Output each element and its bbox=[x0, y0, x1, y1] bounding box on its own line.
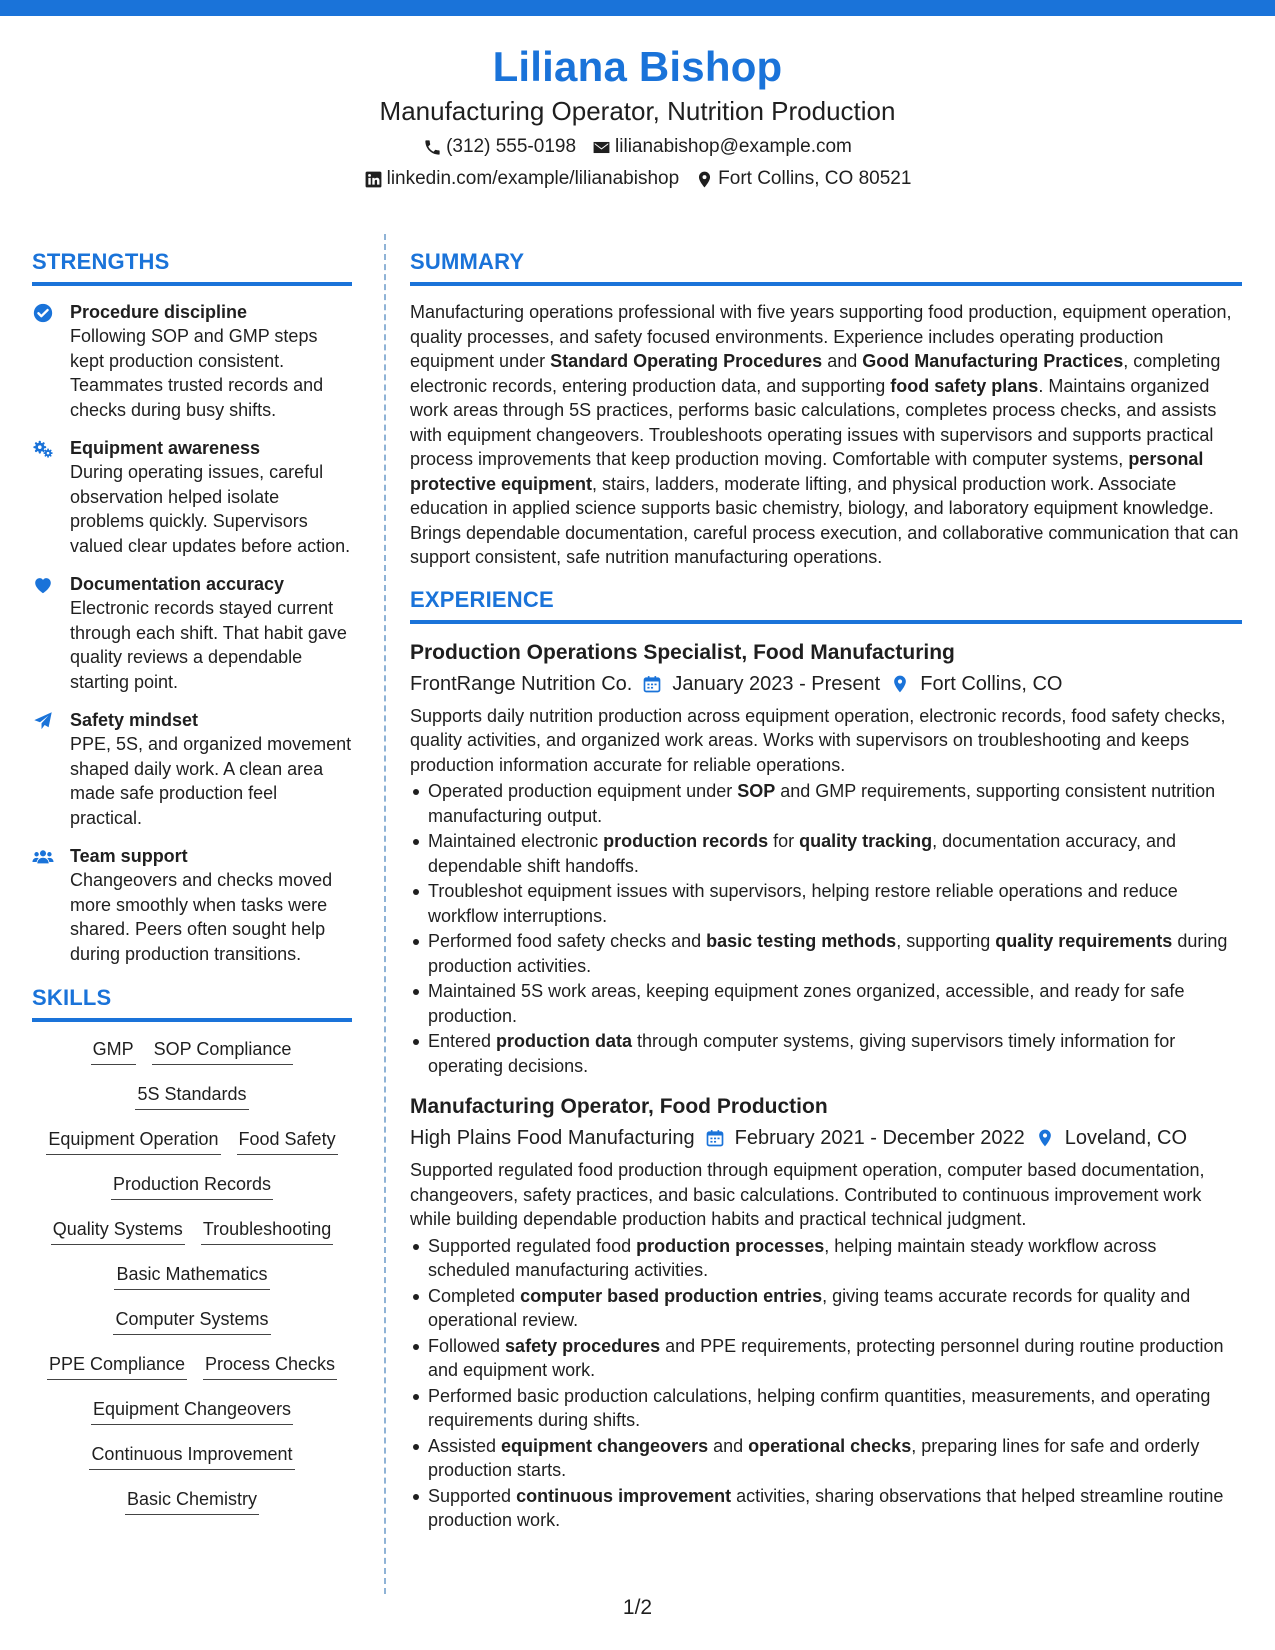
contact-row-1 bbox=[0, 132, 1275, 162]
strength-title: Safety mindset bbox=[70, 710, 199, 730]
bullet-item: Supported regulated food production processes, helping maintain steady workflow across scheduled manufacturing activities. bbox=[410, 1234, 1242, 1283]
strengths-heading: STRENGTHS bbox=[32, 246, 352, 286]
summary-heading: SUMMARY bbox=[410, 246, 1242, 286]
envelope-icon bbox=[592, 138, 611, 157]
job-location: Fort Collins, CO bbox=[920, 672, 1063, 695]
right-column bbox=[410, 246, 1242, 1547]
map-pin-icon bbox=[890, 674, 910, 694]
skill-tag: 5S Standards bbox=[135, 1081, 248, 1110]
bullet-item: Troubleshot equipment issues with supervisors, helping restore reliable operations and reduce workflow interruptions. bbox=[410, 879, 1242, 928]
job-description: Supported regulated food production through equipment operation, computer based documentation, changeovers, safety practices, and basic calculations. Contributed to continuous improvement work while building dependable production habits and practical technical judgment. bbox=[410, 1160, 1205, 1229]
phone-text: (312) 555-0198 bbox=[446, 136, 577, 157]
bullet-item: Performed basic production calculations, helping confirm quantities, measurements, and operating requirements during shifts. bbox=[410, 1384, 1242, 1433]
gears-icon bbox=[32, 438, 54, 460]
strength-item bbox=[32, 572, 352, 694]
job-meta bbox=[410, 668, 1242, 700]
candidate-title: Manufacturing Operator, Nutrition Production bbox=[379, 96, 896, 126]
top-accent-bar bbox=[0, 0, 1275, 16]
job-dates: January 2023 - Present bbox=[672, 672, 881, 695]
strength-item bbox=[32, 436, 352, 558]
skill-tag: Equipment Changeovers bbox=[91, 1396, 293, 1425]
skill-tag: Food Safety bbox=[237, 1126, 338, 1155]
linkedin-icon bbox=[364, 170, 383, 189]
phone-icon bbox=[423, 138, 442, 157]
skill-tag: Production Records bbox=[111, 1171, 273, 1200]
strength-item bbox=[32, 300, 352, 422]
strength-desc: Changeovers and checks moved more smoothly when tasks were shared. Peers often sought help during production transitions. bbox=[70, 870, 333, 964]
bullet-item: Entered production data through computer systems, giving supervisors timely information for operating decisions. bbox=[410, 1029, 1242, 1078]
heart-icon bbox=[32, 574, 54, 596]
skill-tag: GMP bbox=[91, 1036, 136, 1065]
skill-tag: Troubleshooting bbox=[201, 1216, 333, 1245]
job-bullets bbox=[410, 1234, 1242, 1533]
strength-item bbox=[32, 844, 352, 966]
strength-item bbox=[32, 708, 352, 830]
contact-linkedin[interactable] bbox=[364, 164, 680, 194]
contact-phone bbox=[423, 132, 576, 162]
summary-text: Manufacturing operations professional with five years supporting food production, equipment operation, quality processes, and safety focused environments. Experience includes operating production equipment under Standard Operating Procedures and Good Manufacturing Practices, completing electronic records, entering production data, and supporting food safety plans. Maintains organized work areas through 5S practices, performs basic calculations, completes process checks, and assists with equipment changeovers. Troubleshoots operating issues with supervisors and supports practical process improvements that keep production moving. Comfortable with computer systems, personal protective equipment, stairs, ladders, moderate lifting, and physical production work. Associate education in applied science supports basic chemistry, biology, and laboratory equipment knowledge. Brings dependable documentation, careful process execution, and collaborative communication that can support consistent, safe nutrition manufacturing operations. bbox=[410, 302, 1239, 567]
job-dates: February 2021 - December 2022 bbox=[734, 1127, 1025, 1149]
calendar-icon bbox=[642, 674, 662, 694]
job-entry bbox=[410, 638, 1242, 1079]
email-text: lilianabishop@example.com bbox=[615, 136, 852, 157]
candidate-name: Liliana Bishop bbox=[492, 43, 783, 90]
contact-location bbox=[695, 164, 911, 194]
check-circle-icon bbox=[32, 302, 54, 324]
bullet-item: Maintained 5S work areas, keeping equipment zones organized, accessible, and ready for safe production. bbox=[410, 979, 1242, 1028]
resume-header bbox=[0, 42, 1275, 194]
skill-tag: Continuous Improvement bbox=[89, 1441, 294, 1470]
skills-list bbox=[32, 1036, 352, 1531]
users-icon bbox=[32, 846, 54, 868]
linkedin-text: linkedin.com/example/lilianabishop bbox=[386, 168, 680, 189]
column-divider bbox=[384, 234, 386, 1594]
job-company: High Plains Food Manufacturing bbox=[410, 1127, 695, 1149]
bullet-item: Performed food safety checks and basic testing methods, supporting quality requirements during production activities. bbox=[410, 929, 1242, 978]
map-pin-icon bbox=[1035, 1128, 1055, 1148]
map-pin-icon bbox=[695, 170, 714, 189]
strength-desc: Following SOP and GMP steps kept production consistent. Teammates trusted records and checks during busy shifts. bbox=[70, 326, 324, 420]
skill-tag: Computer Systems bbox=[113, 1306, 270, 1335]
job-meta bbox=[410, 1122, 1242, 1154]
bullet-item: Supported continuous improvement activities, sharing observations that helped streamline routine production work. bbox=[410, 1484, 1242, 1533]
strength-title: Documentation accuracy bbox=[70, 574, 285, 594]
skill-tag: SOP Compliance bbox=[152, 1036, 294, 1065]
job-description: Supports daily nutrition production across equipment operation, electronic records, food safety checks, quality activities, and organized work areas. Works with supervisors on troubleshooting and keeps production information accurate for reliable operations. bbox=[410, 705, 1226, 775]
left-column bbox=[32, 246, 352, 1531]
job-bullets bbox=[410, 779, 1242, 1078]
job-location: Loveland, CO bbox=[1064, 1127, 1188, 1149]
calendar-icon bbox=[705, 1128, 725, 1148]
strength-desc: During operating issues, careful observation helped isolate problems quickly. Supervisors valued clear updates before action. bbox=[70, 462, 351, 556]
bullet-item: Maintained electronic production records for quality tracking, documentation accuracy, and dependable shift handoffs. bbox=[410, 829, 1242, 878]
bullet-item: Followed safety procedures and PPE requirements, protecting personnel during routine production and equipment work. bbox=[410, 1334, 1242, 1383]
paper-plane-icon bbox=[32, 710, 54, 732]
strength-desc: Electronic records stayed current through each shift. That habit gave quality reviews a dependable starting point. bbox=[70, 598, 347, 692]
experience-heading: EXPERIENCE bbox=[410, 584, 1242, 624]
location-text: Fort Collins, CO 80521 bbox=[718, 168, 912, 189]
skill-tag: PPE Compliance bbox=[47, 1351, 187, 1380]
job-title: Manufacturing Operator, Food Production bbox=[410, 1095, 828, 1118]
skill-tag: Basic Chemistry bbox=[125, 1486, 259, 1515]
strength-title: Equipment awareness bbox=[70, 438, 261, 458]
bullet-item: Completed computer based production entries, giving teams accurate records for quality and operational review. bbox=[410, 1284, 1242, 1333]
job-entry bbox=[410, 1092, 1242, 1533]
strength-desc: PPE, 5S, and organized movement shaped daily work. A clean area made safe production feel practical. bbox=[70, 734, 352, 828]
strength-title: Team support bbox=[70, 846, 188, 866]
bullet-item: Operated production equipment under SOP and GMP requirements, supporting consistent nutrition manufacturing output. bbox=[410, 779, 1242, 828]
skill-tag: Equipment Operation bbox=[46, 1126, 220, 1155]
contact-email[interactable] bbox=[592, 132, 852, 162]
job-title: Production Operations Specialist, Food Manufacturing bbox=[410, 640, 955, 664]
skill-tag: Quality Systems bbox=[51, 1216, 185, 1245]
page-number: 1/2 bbox=[622, 1596, 653, 1619]
skills-heading: SKILLS bbox=[32, 982, 352, 1022]
strength-title: Procedure discipline bbox=[70, 302, 248, 322]
skill-tag: Basic Mathematics bbox=[114, 1261, 269, 1290]
job-company: FrontRange Nutrition Co. bbox=[410, 672, 633, 695]
bullet-item: Assisted equipment changeovers and operational checks, preparing lines for safe and orderly production starts. bbox=[410, 1434, 1242, 1483]
skill-tag: Process Checks bbox=[203, 1351, 337, 1380]
contact-row-2 bbox=[0, 164, 1275, 194]
